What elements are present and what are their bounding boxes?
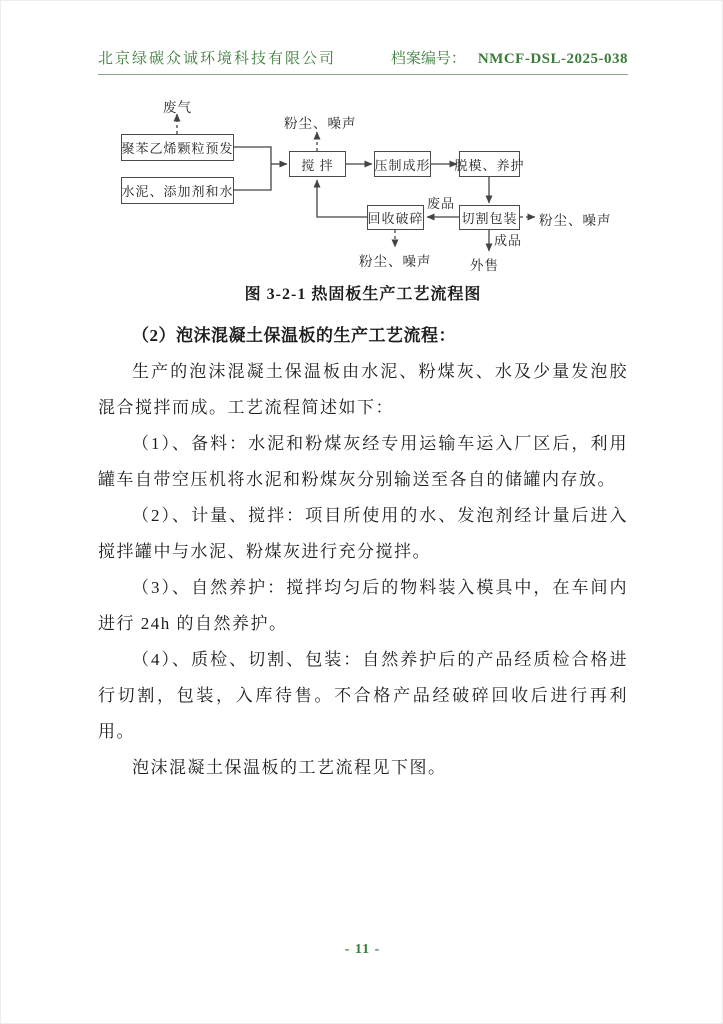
paragraph: （4）、质检、切割、包装：自然养护后的产品经质检合格进行切割，包装，入库待售。不合格产品经破碎回收后进行再利用。 bbox=[98, 650, 628, 741]
flowchart-connectors bbox=[1, 1, 723, 281]
archive-label: 档案编号： bbox=[390, 51, 466, 67]
section-heading: （2）泡沫混凝土保温板的生产工艺流程： bbox=[132, 326, 456, 345]
flow-label-dust-noise-mix: 粉尘、噪声 bbox=[284, 116, 357, 131]
flow-box-cement-water: 水泥、添加剂和水 bbox=[121, 177, 234, 204]
flow-label-dust-noise-cut: 粉尘、噪声 bbox=[539, 213, 612, 228]
paragraph: （2）、计量、搅拌：项目所使用的水、发泡剂经计量后进入搅拌罐中与水泥、粉煤灰进行充分搅拌。 bbox=[98, 506, 628, 561]
flow-box-demold-cure: 脱模、养护 bbox=[459, 151, 520, 177]
flow-box-cut-pack: 切割包装 bbox=[459, 205, 520, 230]
flow-box-pre-expand: 聚苯乙烯颗粒预发 bbox=[121, 134, 234, 161]
paragraph: （3）、自然养护：搅拌均匀后的物料装入模具中，在车间内进行 24h 的自然养护。 bbox=[98, 578, 628, 633]
paragraph: 生产的泡沫混凝土保温板由水泥、粉煤灰、水及少量发泡胶混合搅拌而成。工艺流程简述如下： bbox=[98, 362, 628, 417]
figure-caption: 图 3-2-1 热固板生产工艺流程图 bbox=[244, 286, 482, 303]
flow-label-waste-gas: 废气 bbox=[163, 100, 192, 115]
page-number: - 11 - bbox=[344, 942, 381, 957]
flow-label-sale: 外售 bbox=[470, 258, 499, 273]
flow-label-finished: 成品 bbox=[494, 233, 523, 248]
archive-number-value: NMCF-DSL-2025-038 bbox=[477, 51, 628, 67]
process-flowchart bbox=[1, 1, 723, 281]
paragraph: 泡沫混凝土保温板的工艺流程见下图。 bbox=[132, 758, 447, 777]
flow-box-press: 压制成形 bbox=[374, 151, 431, 177]
flow-label-scrap: 废品 bbox=[427, 196, 456, 211]
text-block bbox=[98, 282, 628, 786]
paragraph: （1）、备料：水泥和粉煤灰经专用运输车运入厂区后，利用罐车自带空压机将水泥和粉煤灰分别输送至各自的储罐内存放。 bbox=[98, 434, 628, 489]
flow-box-mix: 搅 拌 bbox=[289, 151, 346, 177]
company-name: 北京绿碳众诚环境科技有限公司 bbox=[98, 51, 337, 67]
flow-box-recycle-crush: 回收破碎 bbox=[367, 205, 424, 230]
flow-label-dust-noise-recycle: 粉尘、噪声 bbox=[359, 254, 432, 269]
